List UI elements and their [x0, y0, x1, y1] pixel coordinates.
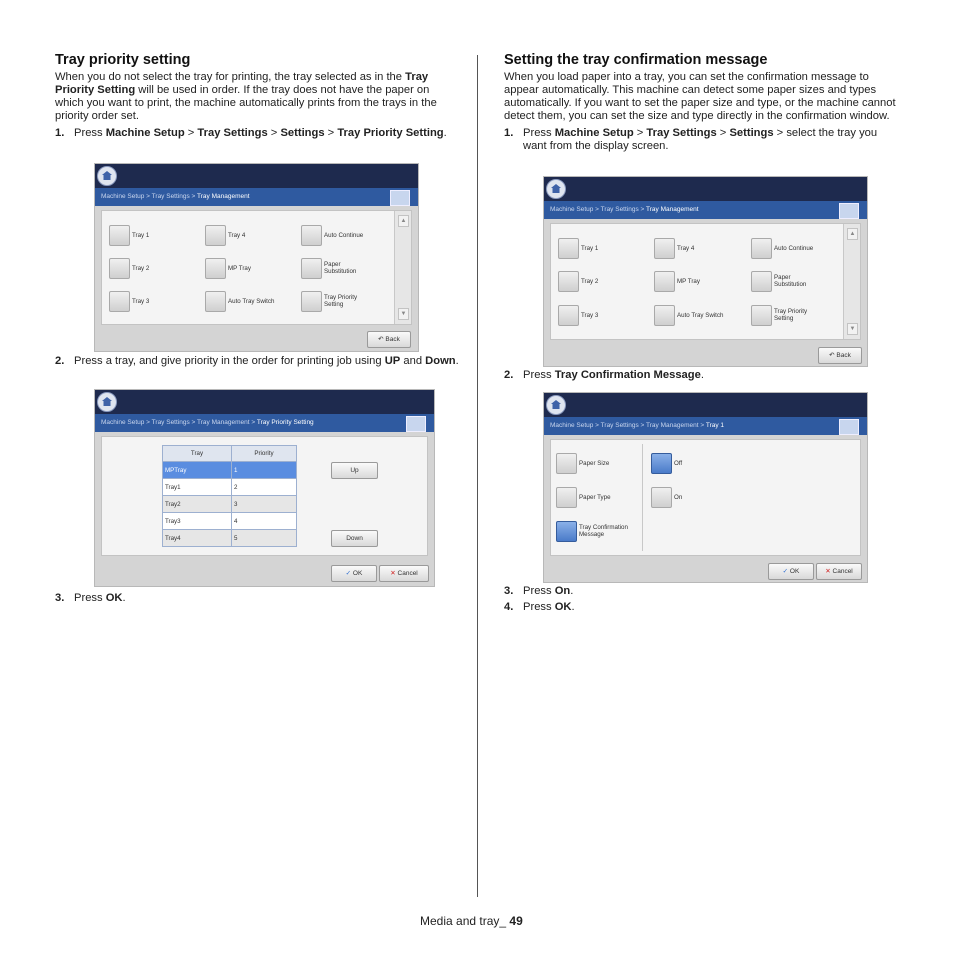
home-icon[interactable]	[546, 395, 566, 415]
auto-continue-label: Auto Continue	[324, 232, 364, 239]
auto-continue-button[interactable]	[301, 225, 322, 246]
auto-tray-switch-button[interactable]	[654, 305, 675, 326]
auto-tray-switch-button[interactable]	[205, 291, 226, 312]
left-column	[55, 52, 450, 140]
step-3: 3. Press OK.	[55, 592, 126, 604]
column-header: Tray	[163, 446, 232, 462]
tray-4-label: Tray 4	[677, 245, 695, 252]
auto-continue-button[interactable]	[751, 238, 772, 259]
paper-substitution-label: Paper Substitution	[324, 261, 357, 275]
screen-top-bar	[95, 390, 434, 414]
intro-paragraph: When you load paper into a tray, you can set the confirmation message to appear automatically. This machine can detect some paper sizes and types automatically. If you want to set the paper size and type, or the machine cannot detect them, you can set the size and type directly in the confirmation window.	[504, 71, 896, 122]
tray-priority-setting-button[interactable]	[301, 291, 322, 312]
job-status-icon[interactable]	[839, 419, 859, 435]
auto-continue-label: Auto Continue	[774, 245, 814, 252]
tray-1-label: Tray 1	[581, 245, 599, 252]
tray-2-button[interactable]	[109, 258, 130, 279]
step-1: 1. Press Machine Setup > Tray Settings > Settings > Tray Priority Setting.	[55, 127, 447, 139]
tray-confirmation-message-label: Tray Confirmation Message	[579, 524, 628, 538]
tray-confirmation-message-button[interactable]	[556, 521, 577, 542]
column-header: Priority	[232, 446, 297, 462]
back-icon: ↶	[378, 336, 384, 343]
tray-priority-setting-button[interactable]	[751, 305, 772, 326]
paper-substitution-button[interactable]	[301, 258, 322, 279]
paper-size-label: Paper Size	[579, 460, 610, 467]
tray-3-button[interactable]	[558, 305, 579, 326]
auto-tray-switch-label: Auto Tray Switch	[677, 312, 724, 319]
breadcrumb: Machine Setup > Tray Settings > Tray Management	[95, 188, 418, 206]
step-4: 4. Press OK.	[504, 601, 575, 613]
table-row[interactable]: Tray3 4	[163, 513, 297, 530]
tray-1-label: Tray 1	[132, 232, 150, 239]
right-column	[504, 52, 899, 153]
back-button[interactable]: ↶ Back	[367, 331, 411, 348]
ok-button[interactable]: ✓ OK	[768, 563, 814, 580]
tray-4-button[interactable]	[654, 238, 675, 259]
screen-top-bar	[95, 164, 418, 188]
table-row[interactable]: Tray1 2	[163, 479, 297, 496]
on-option[interactable]	[651, 487, 672, 508]
paper-substitution-label: Paper Substitution	[774, 274, 807, 288]
intro-paragraph: When you do not select the tray for printing, the tray selected as in the Tray Priority Setting will be used in order. If the tray does not have the paper on which you want to print, the machine automatically prints from the trays in the priority order set.	[55, 71, 437, 122]
tray-3-label: Tray 3	[581, 312, 599, 319]
cancel-button[interactable]: ✕ Cancel	[816, 563, 862, 580]
job-status-icon[interactable]	[406, 416, 426, 432]
panel-divider	[642, 444, 643, 551]
tray-management-screen	[543, 176, 868, 367]
check-icon: ✓	[782, 568, 789, 575]
scroll-up-icon[interactable]: ▲	[398, 215, 409, 227]
scroll-down-icon[interactable]: ▼	[847, 323, 858, 335]
on-label: On	[674, 494, 683, 501]
close-icon: ✕	[390, 570, 396, 577]
tray-2-button[interactable]	[558, 271, 579, 292]
scroll-down-icon[interactable]: ▼	[398, 308, 409, 320]
off-option[interactable]	[651, 453, 672, 474]
step-2: 2. Press a tray, and give priority in the order for printing job using UP and Down.	[55, 355, 459, 367]
cancel-button[interactable]: ✕ Cancel	[379, 565, 429, 582]
mp-tray-button[interactable]	[654, 271, 675, 292]
table-row[interactable]: Tray4 5	[163, 530, 297, 547]
tray-1-button[interactable]	[558, 238, 579, 259]
paper-type-label: Paper Type	[579, 494, 611, 501]
step-2: 2. Press Tray Confirmation Message.	[504, 369, 704, 381]
scroll-up-icon[interactable]: ▲	[847, 228, 858, 240]
priority-panel	[101, 436, 428, 556]
paper-substitution-button[interactable]	[751, 271, 772, 292]
check-icon: ✓	[345, 570, 352, 577]
table-row[interactable]: MPTray 1	[163, 462, 297, 479]
column-divider	[477, 55, 478, 897]
tray-3-label: Tray 3	[132, 298, 150, 305]
tray-options-panel	[550, 439, 861, 556]
home-icon[interactable]	[546, 179, 566, 199]
section-heading: Tray priority setting	[55, 52, 191, 68]
options-panel	[550, 223, 861, 340]
priority-table	[162, 445, 297, 547]
back-button[interactable]: ↶ Back	[818, 347, 862, 364]
tray-4-label: Tray 4	[228, 232, 246, 239]
screen-top-bar	[544, 393, 867, 417]
job-status-icon[interactable]	[839, 203, 859, 219]
tray-management-screen	[94, 163, 419, 352]
page-footer: Media and tray_ 49	[420, 914, 523, 928]
tray-4-button[interactable]	[205, 225, 226, 246]
tray-1-button[interactable]	[109, 225, 130, 246]
tray-3-button[interactable]	[109, 291, 130, 312]
ok-button[interactable]: ✓ OK	[331, 565, 377, 582]
table-row[interactable]: Tray2 3	[163, 496, 297, 513]
options-panel	[101, 210, 412, 325]
up-button[interactable]: Up	[331, 462, 378, 479]
mp-tray-label: MP Tray	[677, 278, 700, 285]
home-icon[interactable]	[97, 166, 117, 186]
down-button[interactable]: Down	[331, 530, 378, 547]
tray-1-screen	[543, 392, 868, 583]
step-3: 3. Press On.	[504, 585, 574, 597]
back-icon: ↶	[829, 352, 835, 359]
tray-priority-setting-label: Tray Priority Setting	[324, 294, 358, 308]
breadcrumb: Machine Setup > Tray Settings > Tray Management	[544, 201, 867, 219]
screen-top-bar	[544, 177, 867, 201]
section-heading: Setting the tray confirmation message	[504, 52, 768, 68]
mp-tray-label: MP Tray	[228, 265, 251, 272]
step-1: 1. Press Machine Setup > Tray Settings > Settings > select the tray you want from the display screen.	[504, 127, 878, 152]
tray-priority-setting-label: Tray Priority Setting	[774, 308, 808, 322]
scrollbar[interactable]	[394, 211, 411, 324]
mp-tray-button[interactable]	[205, 258, 226, 279]
job-status-icon[interactable]	[390, 190, 410, 206]
paper-type-button[interactable]	[556, 487, 577, 508]
breadcrumb: Machine Setup > Tray Settings > Tray Management > Tray Priority Setting	[95, 414, 434, 432]
paper-size-button[interactable]	[556, 453, 577, 474]
scrollbar[interactable]	[843, 224, 860, 339]
close-icon: ✕	[825, 568, 831, 575]
breadcrumb: Machine Setup > Tray Settings > Tray Management > Tray 1	[544, 417, 867, 435]
auto-tray-switch-label: Auto Tray Switch	[228, 298, 275, 305]
tray-2-label: Tray 2	[132, 265, 150, 272]
off-label: Off	[674, 460, 683, 467]
tray-priority-screen	[94, 389, 435, 587]
tray-2-label: Tray 2	[581, 278, 599, 285]
home-icon[interactable]	[97, 392, 117, 412]
